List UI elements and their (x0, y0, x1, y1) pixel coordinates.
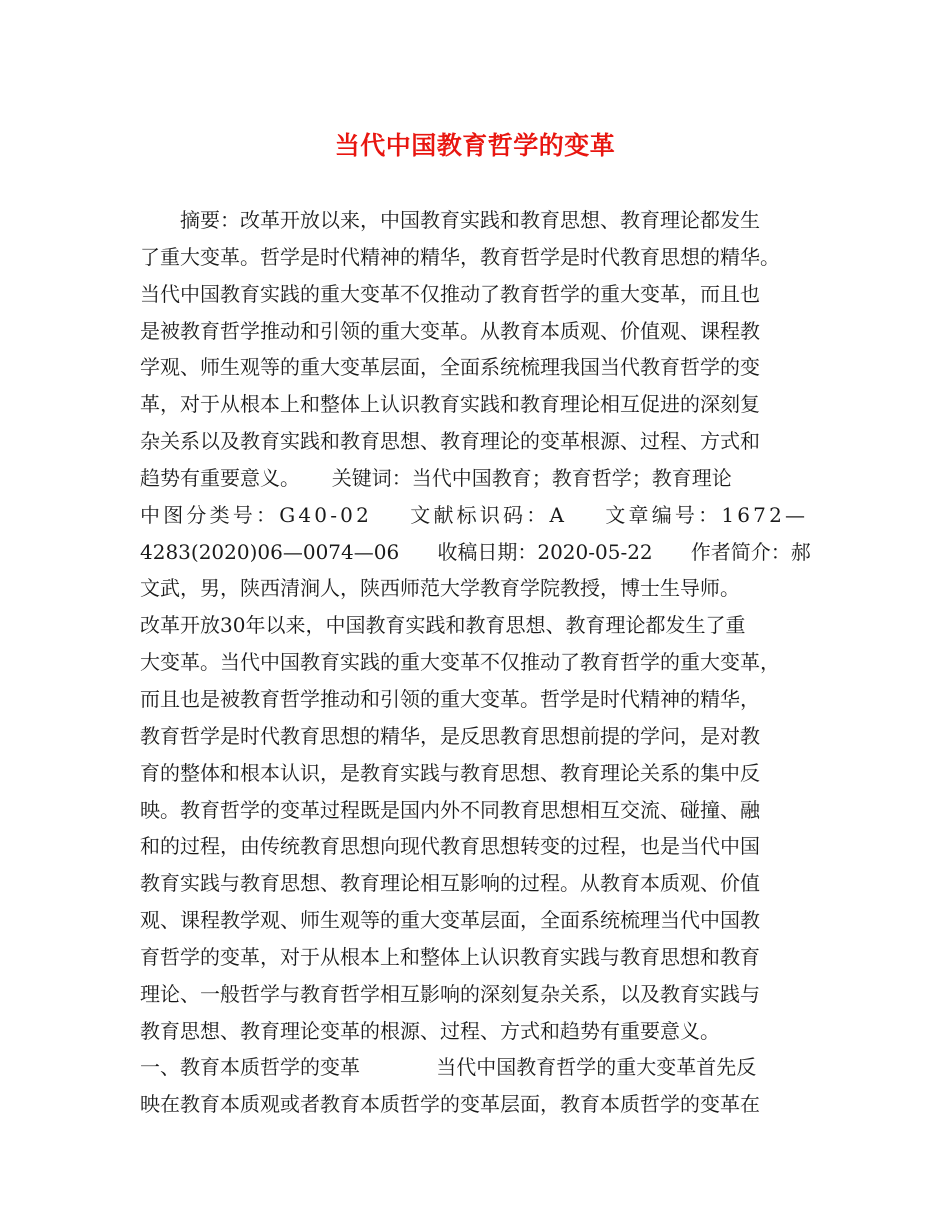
text-line: 大变革。当代中国教育实践的重大变革不仅推动了教育哲学的重大变革， (140, 650, 780, 675)
text-line: 育的整体和根本认识，是教育实践与教育思想、教育理论关系的集中反 (140, 760, 760, 785)
text-line: 映。教育哲学的变革过程既是国内外不同教育思想相互交流、碰撞、融 (140, 797, 760, 822)
text-line: 当代中国教育实践的重大变革不仅推动了教育哲学的重大变革，而且也 (140, 281, 760, 306)
text-line: 趋势有重要意义。 关键词：当代中国教育；教育哲学；教育理论 (140, 465, 732, 490)
text-line: 学观、师生观等的重大变革层面，全面系统梳理我国当代教育哲学的变 (140, 355, 760, 380)
text-line: 摘要：改革开放以来，中国教育实践和教育思想、教育理论都发生 (180, 208, 760, 232)
text-line: 观、课程教学观、师生观等的重大变革层面，全面系统梳理当代中国教 (140, 908, 760, 933)
text-line: 教育实践与教育思想、教育理论相互影响的过程。从教育本质观、价值 (140, 871, 760, 896)
text-line: 杂关系以及教育实践和教育思想、教育理论的变革根源、过程、方式和 (140, 429, 760, 454)
text-line: 教育哲学是时代教育思想的精华，是反思教育思想前提的学问，是对教 (140, 723, 760, 748)
text-line: 改革开放30年以来，中国教育实践和教育思想、教育理论都发生了重 (140, 613, 746, 638)
text-line: 中图分类号：G40-02 文献标识码：A 文章编号：1672— (140, 502, 809, 527)
document-body (140, 202, 830, 1123)
text-line: 文武，男，陕西清涧人，陕西师范大学教育学院教授，博士生导师。 (140, 576, 740, 601)
text-line: 一、教育本质哲学的变革 当代中国教育哲学的重大变革首先反 (140, 1055, 757, 1080)
text-line: 了重大变革。哲学是时代精神的精华，教育哲学是时代教育思想的精华。 (140, 244, 780, 269)
text-line: 理论、一般哲学与教育哲学相互影响的深刻复杂关系，以及教育实践与 (140, 981, 760, 1006)
text-line: 育哲学的变革，对于从根本上和整体上认识教育实践与教育思想和教育 (140, 944, 760, 969)
text-line: 是被教育哲学推动和引领的重大变革。从教育本质观、价值观、课程教 (140, 318, 760, 343)
text-line: 4283(2020)06—0074—06 收稿日期：2020-05-22 作者简介：郝 (140, 539, 811, 564)
document-title: 当代中国教育哲学的变革 (334, 131, 616, 160)
text-line: 映在教育本质观或者教育本质哲学的变革层面，教育本质哲学的变革在 (140, 1092, 760, 1117)
text-line: 革，对于从根本上和整体上认识教育实践和教育理论相互促进的深刻复 (140, 392, 760, 417)
text-line: 和的过程，由传统教育思想向现代教育思想转变的过程，也是当代中国 (140, 834, 760, 859)
text-line: 而且也是被教育哲学推动和引领的重大变革。哲学是时代精神的精华， (140, 686, 760, 711)
text-line: 教育思想、教育理论变革的根源、过程、方式和趋势有重要意义。 (140, 1018, 720, 1043)
